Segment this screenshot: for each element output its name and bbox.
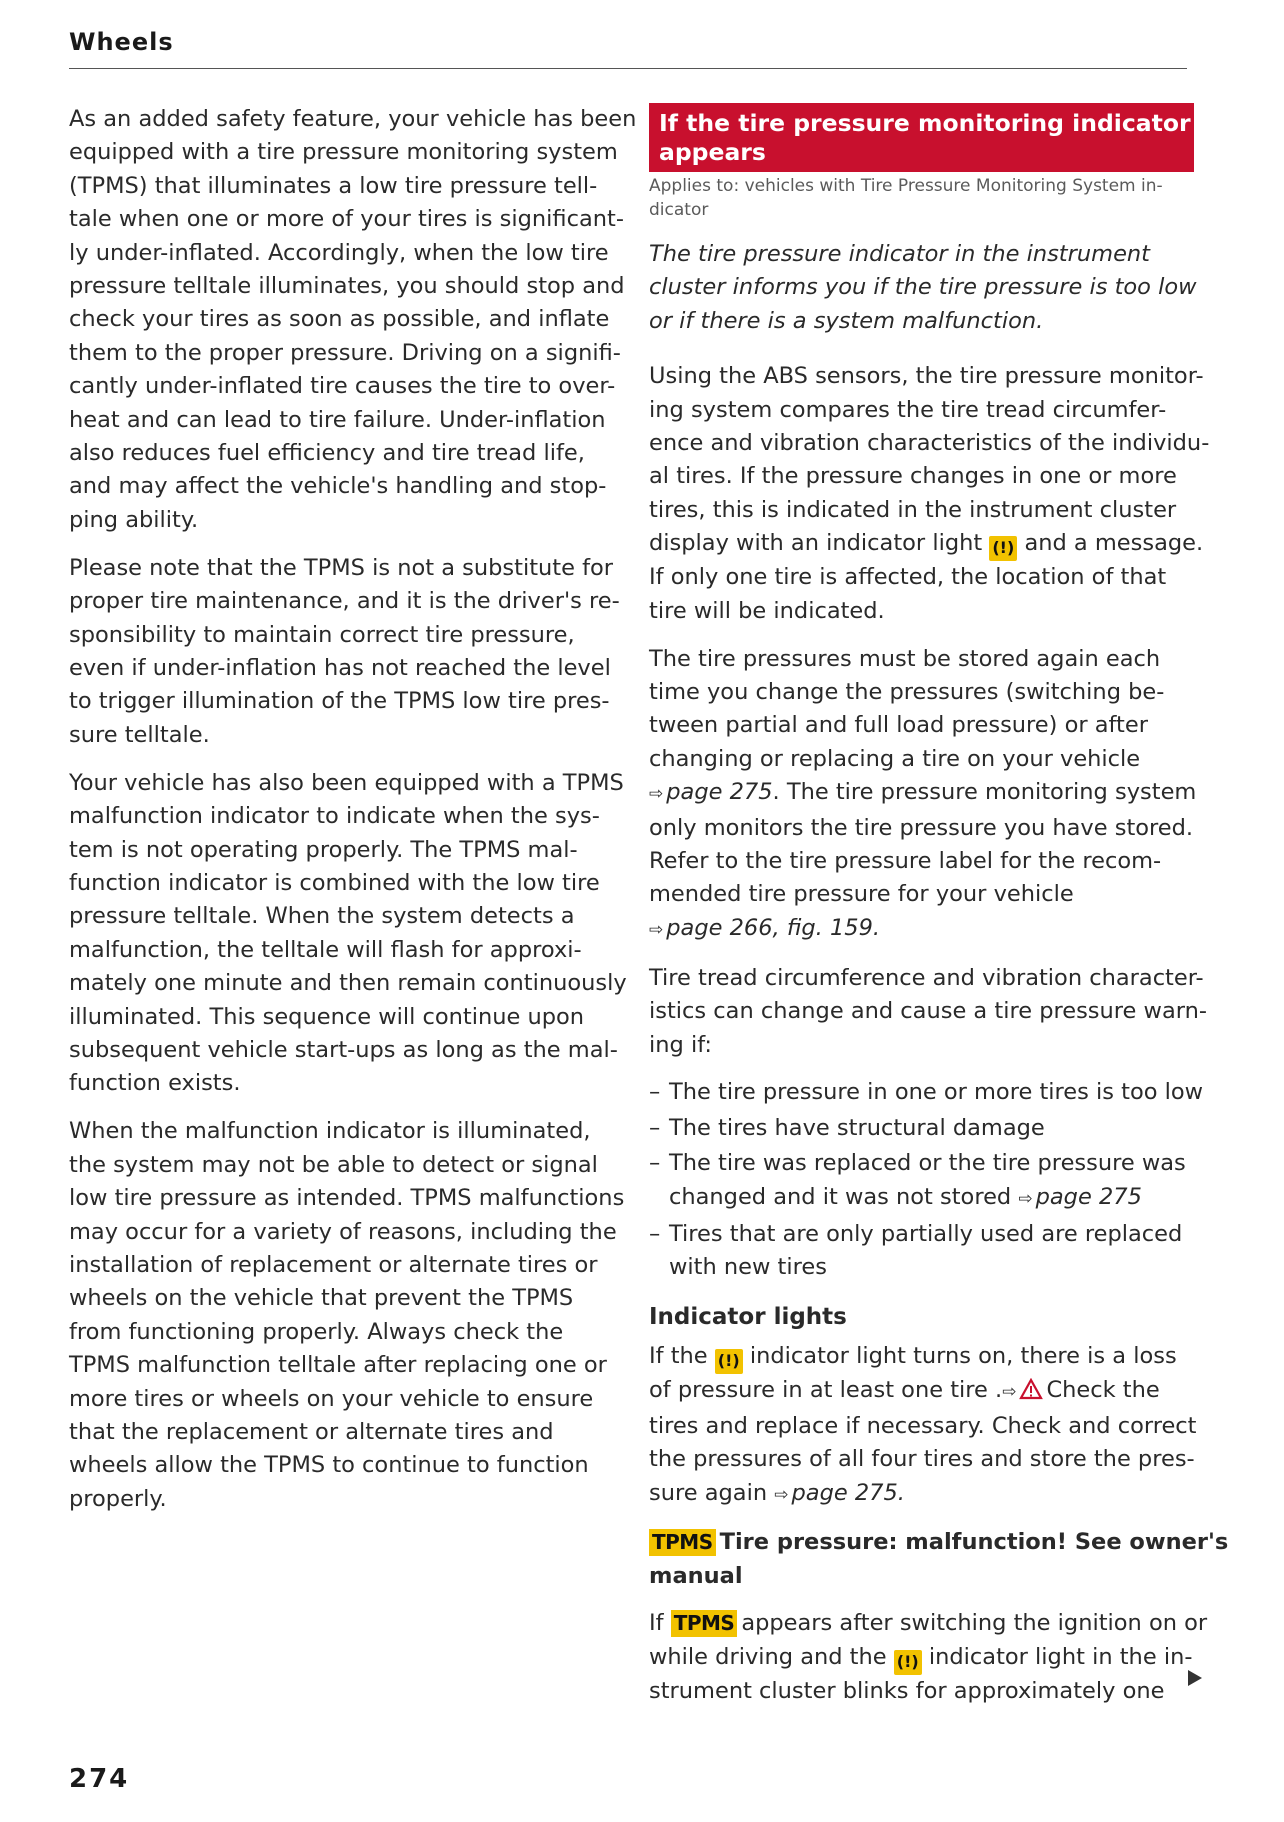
text-line: tire will be indicated. (649, 597, 885, 624)
text-line: only monitors the tire pressure you have stored. (649, 814, 1194, 841)
text-line: Using the ABS sensors, the tire pressure monitor- (649, 363, 1204, 390)
text-line: ping ability. (69, 506, 199, 533)
next-page-arrow-icon (1188, 1670, 1202, 1686)
text-line: Please note that the TPMS is not a substitute for (69, 554, 614, 581)
page-reference-link[interactable]: page 275. (791, 1479, 905, 1506)
list-item (649, 1076, 1204, 1109)
text-line (649, 1374, 1194, 1409)
text-line: or if there is a system malfunction. (649, 307, 1044, 334)
paragraph (649, 1340, 1197, 1512)
warning-triangle-icon (1019, 1378, 1043, 1400)
text-line: The tire was replaced or the tire pressure was (669, 1150, 1186, 1177)
text-line: As an added safety feature, your vehicle has been (69, 106, 637, 132)
text-line: Applies to: vehicles with Tire Pressure Monitoring System in- (649, 176, 1163, 196)
page-number: 274 (69, 1764, 130, 1794)
text-line: Tire tread circumference and vibration character- (649, 964, 1204, 991)
text-fragment: and a message. (1024, 530, 1204, 557)
text-line: tween partial and full load pressure) or after (649, 712, 1148, 739)
dash-bullet: – (649, 1221, 661, 1248)
reference-arrow-icon: ⇨ (1002, 1382, 1017, 1403)
text-line: proper tire maintenance, and it is the driver's re- (69, 588, 620, 615)
text-line: that the replacement or alternate tires and (69, 1418, 554, 1445)
text-line: dicator (649, 200, 709, 220)
text-line (649, 527, 1204, 561)
reference-arrow-icon: ⇨ (649, 919, 664, 940)
text-line: strument cluster blinks for approximately one (649, 1677, 1165, 1704)
text-fragment: changed and it was not stored (669, 1183, 1012, 1210)
reference-arrow-icon: ⇨ (1018, 1188, 1033, 1209)
tire-pressure-indicator-icon: (!) (715, 1349, 743, 1374)
tpms-indicator-icon: TPMS (649, 1529, 716, 1556)
text-fragment: Tire pressure: malfunction! See owner's (719, 1529, 1229, 1556)
text-line: wheels on the vehicle that prevent the TPMS (69, 1285, 574, 1312)
text-fragment: If (649, 1610, 664, 1637)
text-line: mately one minute and then remain continuously (69, 970, 627, 997)
reference-arrow-icon: ⇨ (774, 1484, 789, 1505)
text-line: ing system compares the tire tread circumfer- (649, 396, 1167, 423)
text-line (649, 1526, 1229, 1559)
text-line: The tire pressure indicator in the instrument (649, 241, 1150, 267)
text-fragment: display with an indicator light (649, 530, 983, 557)
text-line: even if under-inflation has not reached the level (69, 655, 611, 681)
text-line: with new tires (669, 1254, 827, 1281)
text-line: the system may not be able to detect or signal (69, 1151, 598, 1178)
text-line: tires and replace if necessary. Check and correct (649, 1412, 1197, 1439)
text-line: Tires that are only partially used are replaced (669, 1221, 1183, 1248)
text-fragment: . The tire pressure monitoring system (772, 779, 1197, 806)
paragraph (69, 767, 627, 1101)
paragraph (649, 360, 1210, 628)
dash-bullet: – (649, 1079, 661, 1106)
dash-bullet: – (649, 1150, 661, 1177)
text-line: ence and vibration characteristics of the individu- (649, 430, 1210, 457)
tire-pressure-indicator-icon: (!) (894, 1650, 922, 1675)
page-header-title: Wheels (69, 28, 174, 56)
text-line (669, 1181, 1194, 1216)
text-line: more tires or wheels on your vehicle to ensure (69, 1385, 594, 1412)
text-line: wheels allow the TPMS to continue to function (69, 1452, 589, 1479)
text-line: cluster informs you if the tire pressure is too low (649, 274, 1197, 301)
text-line: The tire pressure in one or more tires is too low (669, 1079, 1204, 1106)
text-line: tires, this is indicated in the instrument cluster (649, 496, 1177, 523)
text-line: from functioning properly. Always check the (69, 1318, 564, 1345)
text-line: also reduces fuel efficiency and tire tread life, (69, 440, 585, 467)
text-fragment: while driving and the (649, 1643, 887, 1670)
text-line: When the malfunction indicator is illuminated, (69, 1118, 591, 1145)
dash-list (649, 1076, 1204, 1284)
list-item (649, 1112, 1194, 1145)
tpms-indicator-icon: TPMS (671, 1610, 738, 1637)
text-fragment: indicator light in the in- (928, 1643, 1193, 1670)
text-line: manual (649, 1562, 743, 1589)
text-line: check your tires as soon as possible, and inflate (69, 306, 610, 333)
intro-paragraph (649, 238, 1197, 338)
text-line: heat and can lead to tire failure. Under-inflation (69, 406, 606, 433)
page-reference-link[interactable]: page 275 (666, 779, 773, 806)
text-line: The tire pressures must be stored again each (649, 645, 1161, 672)
text-line: ing if: (649, 1031, 712, 1058)
reference-arrow-icon: ⇨ (649, 784, 664, 805)
text-line: time you change the pressures (switching be- (649, 678, 1165, 705)
paragraph (69, 552, 620, 752)
paragraph (649, 962, 1207, 1062)
text-line (649, 1641, 1194, 1675)
indicator-lights-heading: Indicator lights (649, 1303, 847, 1330)
text-line: TPMS malfunction telltale after replacing one or (69, 1352, 607, 1379)
text-line: function exists. (69, 1070, 241, 1097)
section-title-line: appears (659, 138, 766, 166)
text-line: cantly under-inflated tire causes the tire to over- (69, 373, 616, 400)
text-fragment: indicator light turns on, there is a loss (749, 1343, 1177, 1370)
page-reference-link[interactable]: page 275 (1035, 1183, 1142, 1210)
header-divider (69, 68, 1187, 69)
section-title-line: If the tire pressure monitoring indicator (659, 109, 1191, 137)
list-item (649, 1147, 1194, 1216)
text-line: istics can change and cause a tire pressure warn- (649, 998, 1207, 1025)
text-line: may occur for a variety of reasons, including the (69, 1218, 617, 1245)
text-line: low tire pressure as intended. TPMS malfunctions (69, 1185, 625, 1212)
paragraph (69, 103, 637, 537)
text-line: to trigger illumination of the TPMS low tire pres- (69, 688, 610, 715)
left-column (69, 103, 637, 1531)
text-line: pressure telltale illuminates, you should stop and (69, 273, 625, 300)
paragraph (69, 1115, 625, 1516)
text-fragment: If the (649, 1343, 708, 1370)
text-line: equipped with a tire pressure monitoring system (69, 139, 618, 166)
text-line: mended tire pressure for your vehicle (649, 881, 1074, 908)
text-line: function indicator is combined with the low tire (69, 869, 600, 896)
text-fragment: of pressure in at least one tire . (649, 1377, 1003, 1404)
text-line: If only one tire is affected, the location of that (649, 564, 1167, 591)
text-line: Your vehicle has also been equipped with a TPMS (69, 769, 624, 796)
text-line (649, 1607, 1208, 1640)
section-title-bar (649, 103, 1194, 172)
text-fragment: sure again (649, 1479, 768, 1506)
text-line: tem is not operating properly. The TPMS mal- (69, 836, 578, 863)
text-line: and may affect the vehicle's handling and stop- (69, 473, 607, 500)
text-line: Refer to the tire pressure label for the recom- (649, 848, 1162, 874)
text-line: illuminated. This sequence will continue upon (69, 1003, 585, 1030)
text-line: (TPMS) that illuminates a low tire pressure tell- (69, 172, 598, 199)
text-line: malfunction indicator to indicate when the sys- (69, 803, 600, 830)
text-line: installation of replacement or alternate tires or (69, 1251, 598, 1278)
text-line: The tires have structural damage (669, 1114, 1045, 1141)
text-line: pressure telltale. When the system detects a (69, 903, 575, 930)
text-line (649, 1340, 1194, 1374)
right-column (649, 103, 1229, 1723)
text-line: them to the proper pressure. Driving on a signifi- (69, 339, 621, 366)
text-line: properly. (69, 1485, 167, 1512)
text-line: the pressures of all four tires and store the pres- (649, 1446, 1195, 1473)
paragraph (649, 643, 1197, 948)
applies-to-note (649, 174, 1194, 222)
text-line: subsequent vehicle start-ups as long as the mal- (69, 1036, 618, 1063)
page-reference-link[interactable]: page 266, fig. 159. (666, 914, 881, 941)
tire-pressure-indicator-icon: (!) (989, 536, 1017, 561)
list-item (649, 1218, 1194, 1285)
text-line: changing or replacing a tire on your vehicle (649, 745, 1141, 772)
text-fragment: Check the (1046, 1377, 1160, 1404)
paragraph (649, 1607, 1208, 1708)
text-line (649, 1477, 1194, 1512)
text-line: malfunction, the telltale will flash for approxi- (69, 936, 582, 963)
text-line: ly under-inflated. Accordingly, when the low tire (69, 239, 609, 266)
text-line: sponsibility to maintain correct tire pressure, (69, 621, 575, 648)
dash-bullet: – (649, 1114, 661, 1141)
text-line: sure telltale. (69, 721, 210, 748)
text-line (649, 912, 1194, 947)
text-line: tale when one or more of your tires is significant- (69, 206, 624, 233)
text-line: al tires. If the pressure changes in one or more (649, 463, 1177, 490)
text-fragment: appears after switching the ignition on or (741, 1610, 1208, 1637)
text-line (649, 776, 1197, 811)
malfunction-heading (649, 1526, 1229, 1593)
